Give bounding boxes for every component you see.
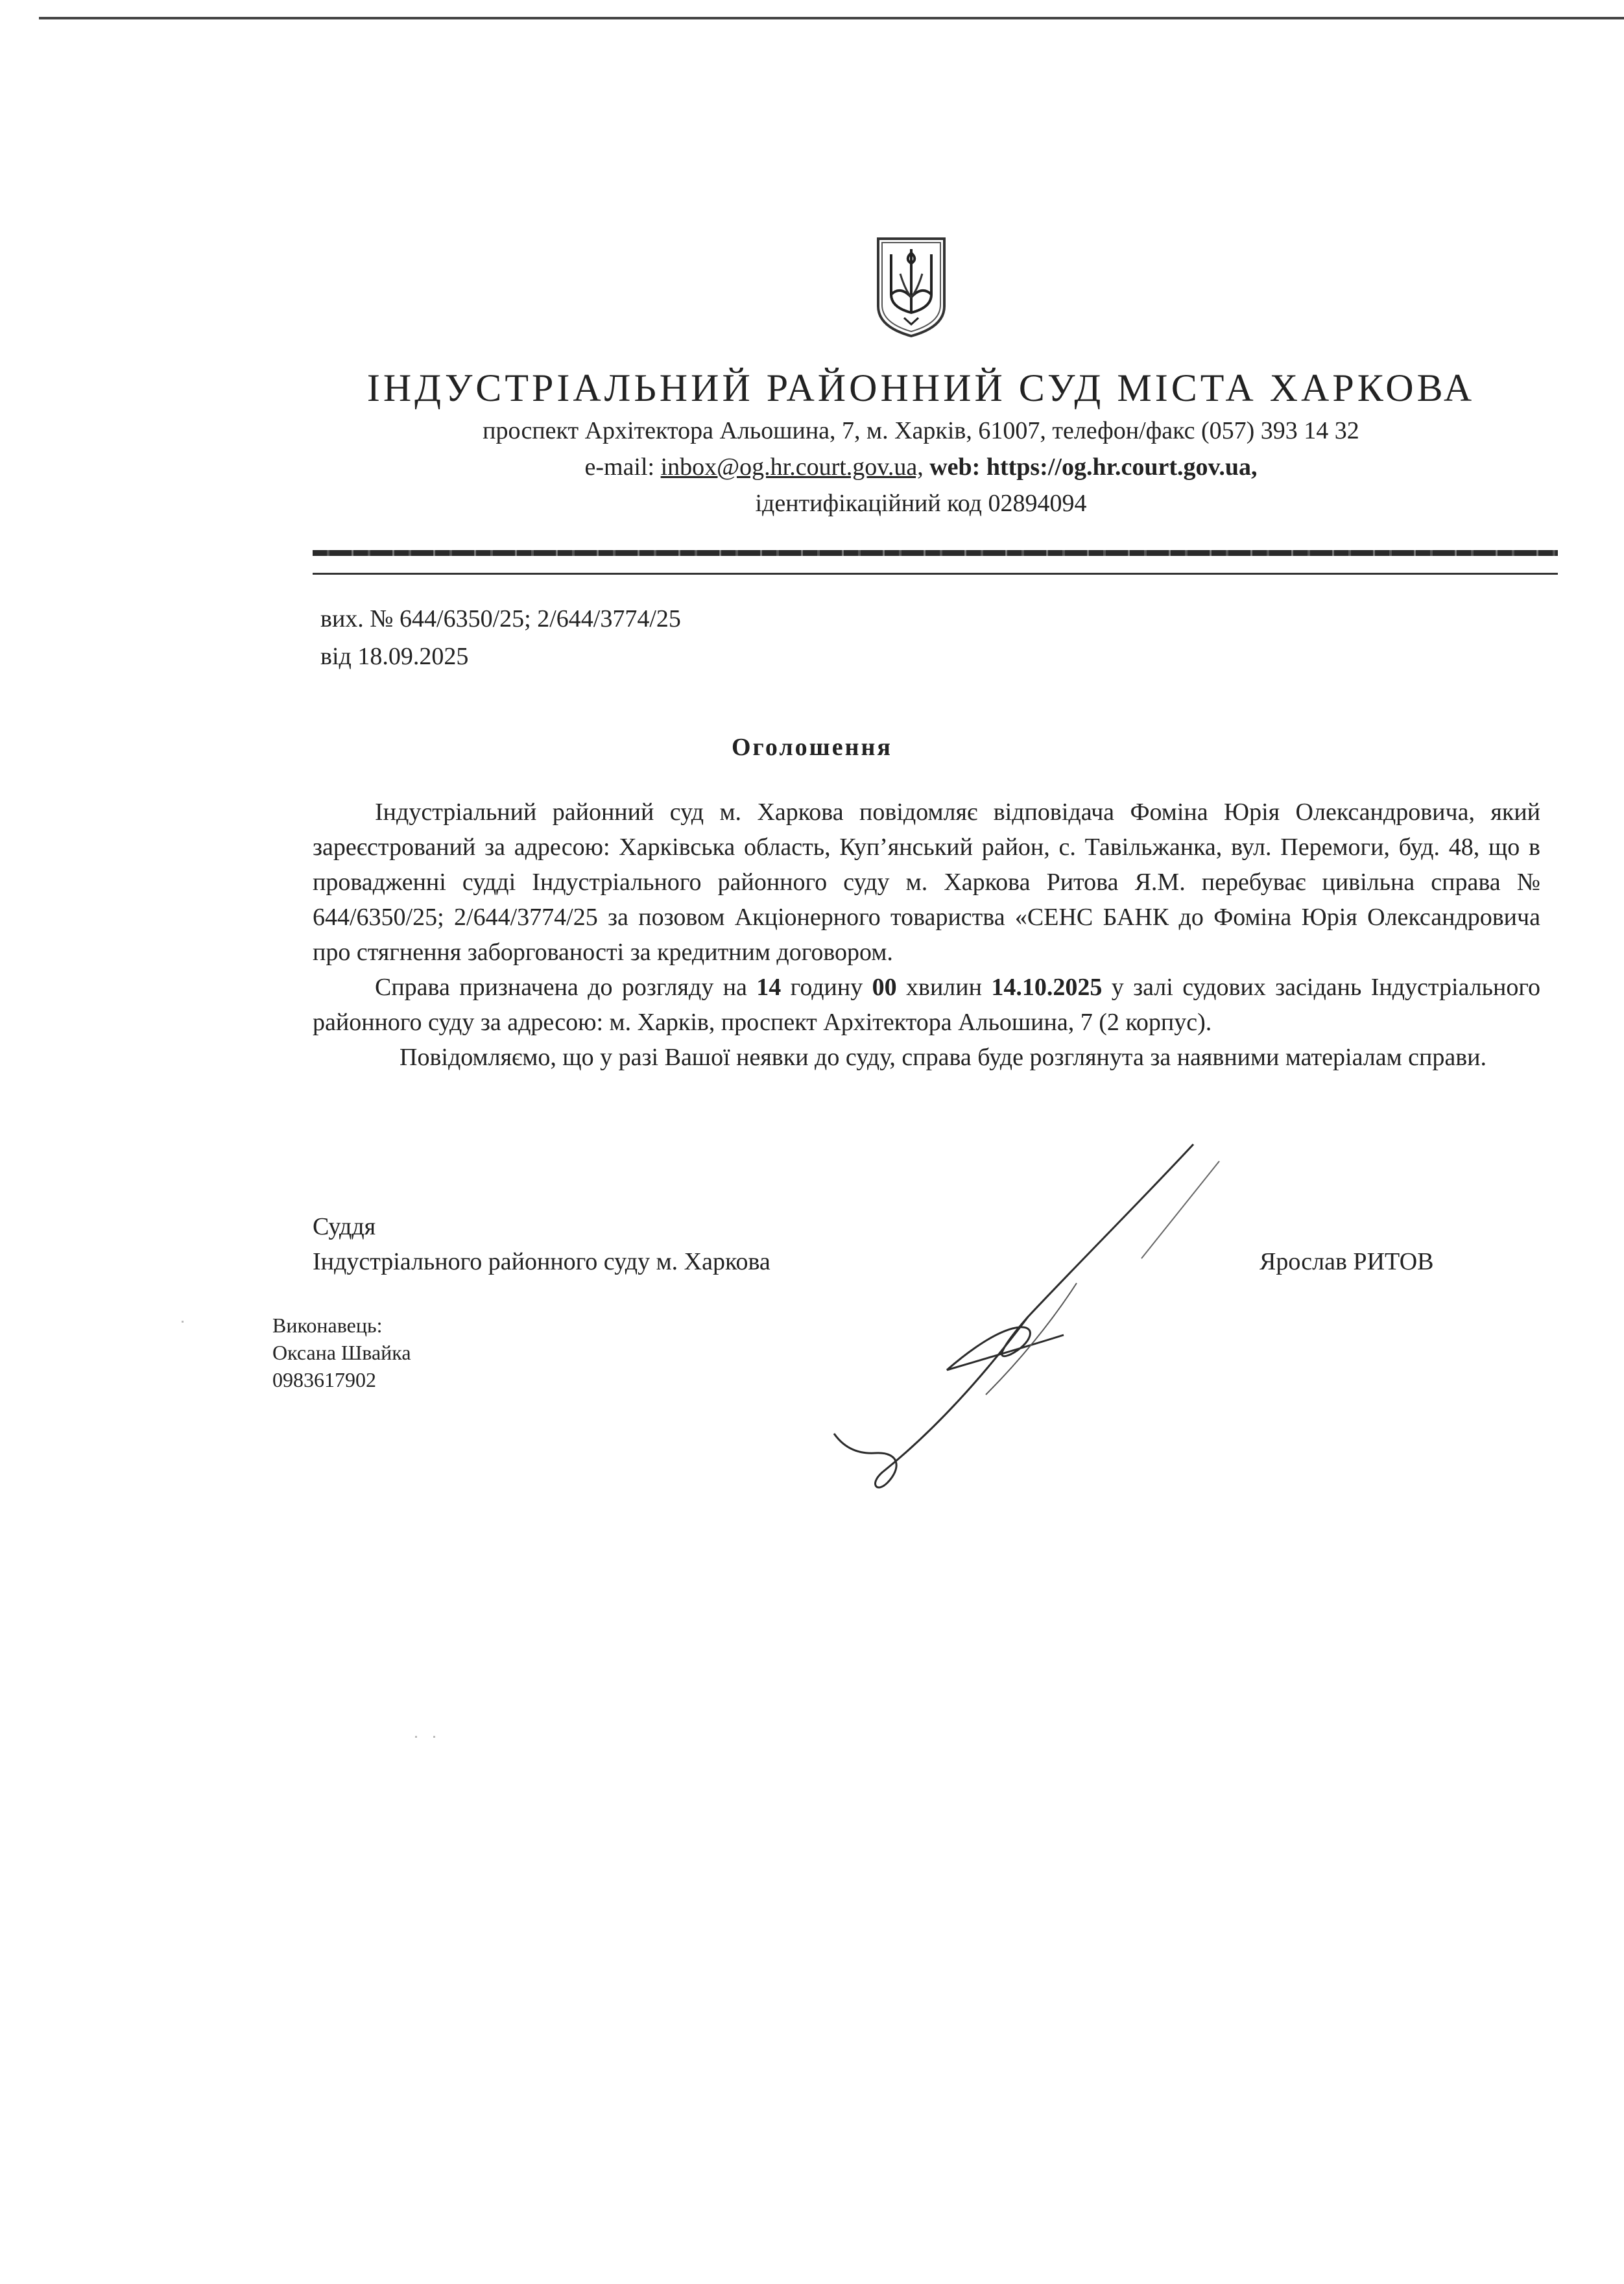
court-contacts [285, 449, 1557, 485]
executor-name: Оксана Швайка [272, 1341, 411, 1364]
hearing-date: 14.10.2025 [991, 974, 1103, 1001]
court-address: проспект Архітектора Альошина, 7, м. Харків, 61007, телефон/факс (057) 393 14 32 [483, 417, 1359, 444]
handwritten-signature [804, 1129, 1271, 1492]
signatory-role: Суддя [313, 1213, 376, 1240]
email-label: e-mail: [584, 453, 655, 481]
email-link[interactable]: inbox@og.hr.court.gov.ua, [660, 453, 924, 481]
outgoing-number: вих. № 644/6350/25; 2/644/3774/25 [320, 605, 681, 632]
outgoing-reference [320, 600, 681, 675]
hearing-minutes: 00 [872, 974, 897, 1001]
letterhead-divider [313, 550, 1558, 575]
court-name: ІНДУСТРІАЛЬНИЙ РАЙОННИЙ СУД МІСТА ХАРКОВА [366, 367, 1475, 409]
court-id-code: ідентифікаційний код 02894094 [755, 490, 1087, 517]
signatory-name: Ярослав РИТОВ [1260, 1248, 1434, 1275]
signatory-court: Індустріального районного суду м. Харкова [313, 1248, 770, 1275]
scan-speck [182, 1321, 184, 1323]
signatory-block [313, 1209, 770, 1279]
hearing-hour: 14 [756, 974, 782, 1001]
web-label: web: [929, 453, 981, 481]
document-title: Оголошення [732, 734, 892, 761]
paragraph-absence-warning: Повідомляємо, що у разі Вашої неявки до суду, справа буде розглянута за наявними матеріалам справи. [400, 1044, 1487, 1071]
executor-label: Виконавець: [272, 1314, 383, 1337]
announcement-body [313, 795, 1540, 1075]
letterhead [285, 363, 1557, 522]
scan-top-edge-line [39, 17, 1624, 19]
executor-phone: 0983617902 [272, 1368, 376, 1391]
tryzub-coat-of-arms-icon [874, 235, 948, 340]
executor-block [272, 1312, 411, 1393]
scan-speck [433, 1736, 435, 1738]
scan-speck [415, 1736, 417, 1738]
outgoing-date: від 18.09.2025 [320, 643, 469, 670]
paragraph-notice-to-defendant: Індустріальний районний суд м. Харкова повідомляє відповідача Фоміна Юрія Олександровича, який зареєстрований за адресою: Харківська область, Куп’янський район, с. Тавільжанка, вул. Перемоги, буд. 48, що в провадженні судді Індустріального районного суду м. Харкова Ритова Я.М. перебуває цивільна справа № 644/6350/25; 2/644/3774/25 за позовом Акціонерного товариства «СЕНС БАНК до Фоміна Юрія Олександровича про стягнення заборгованості за кредитним договором. [313, 799, 1540, 966]
web-link[interactable]: https://og.hr.court.gov.ua, [986, 453, 1258, 481]
paragraph-hearing-schedule: Справа призначена до розгляду на 14 годину 00 хвилин 14.10.2025 у залі судових засідань Індустріального районного суду за адресою: м. Харків, проспект Архітектора Альошина, 7 (2 корпус). [313, 974, 1540, 1036]
